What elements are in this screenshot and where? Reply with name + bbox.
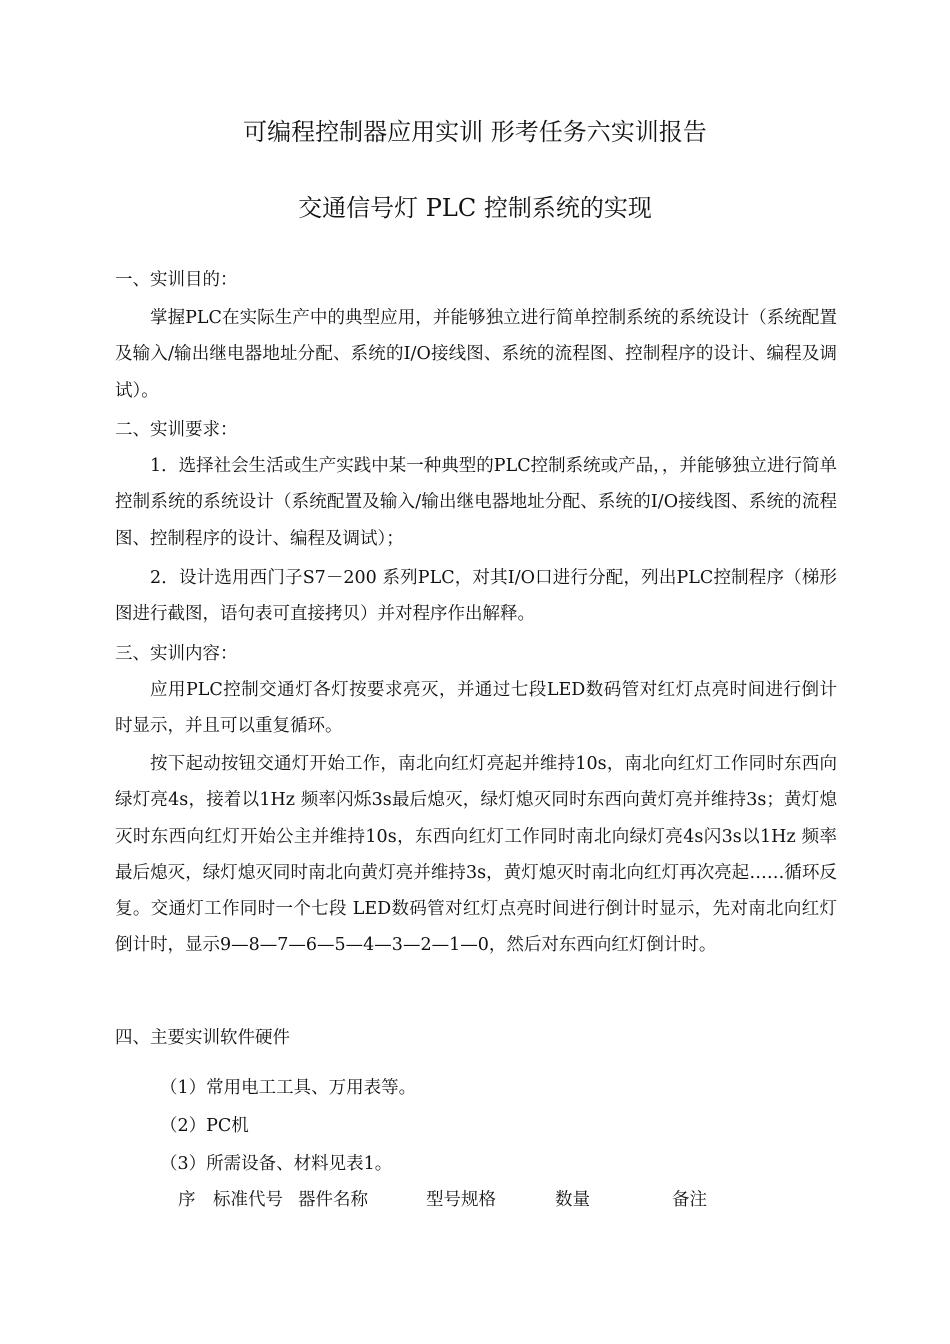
table-header-device-name: 器件名称 — [298, 1190, 368, 1210]
content-paragraph-2: 按下起动按钮交通灯开始工作，南北向红灯亮起并维持10s，南北向红灯工作同时东西向绿灯亮4s，接着以1Hz 频率闪烁3s最后熄灭，绿灯熄灭同时东西向黄灯亮并维持3s；黄灯熄灭时东西向红灯开始公主并维持10s，东西向红灯工作同时南北向绿灯亮4s闪3s以1Hz 频率最后熄灭，绿灯熄灭同时南北向黄灯亮并维持3s，黄灯熄灭时南北向红灯再次亮起……循环反复。交通灯工作同时一个七段 LED数码管对红灯点亮时间进行倒计时显示，先对南北向红灯倒计时，显示9—8—7—6—5—4—3—2—1—0，然后对东西向红灯倒计时。 — [115, 754, 837, 956]
requirement-paragraph-1: 1．选择社会生活或生产实践中某一种典型的PLC控制系统或产品，，并能够独立进行简单控制系统的系统设计（系统配置及输入/输出继电器地址分配、系统的I/O接线图、系统的流程图、控制程序的设计、编程及调试）； — [115, 456, 837, 549]
section-heading-requirements: 二、实训要求： — [115, 420, 238, 440]
table-header-quantity: 数量 — [555, 1190, 590, 1210]
requirement-paragraph-2: 2．设计选用西门子S7－200 系列PLC，对其I/O口进行分配，列出PLC控制程序（梯形图进行截图，语句表可直接拷贝）并对程序作出解释。 — [115, 568, 837, 625]
hardware-item-2: （2）PC机 — [160, 1116, 249, 1136]
document-subtitle: 交通信号灯 PLC 控制系统的实现 — [298, 194, 652, 222]
section-heading-hardware: 四、主要实训软件硬件 — [115, 1028, 290, 1048]
content-paragraph-1: 应用PLC控制交通灯各灯按要求亮灭，并通过七段LED数码管对红灯点亮时间进行倒计时显示，并且可以重复循环。 — [115, 680, 837, 737]
table-header-remarks: 备注 — [672, 1190, 707, 1210]
table-header-standard-code: 标准代号 — [213, 1190, 283, 1210]
section-heading-content: 三、实训内容： — [115, 644, 238, 664]
section-heading-purpose: 一、实训目的： — [115, 270, 238, 290]
hardware-item-3: （3）所需设备、材料见表1。 — [160, 1154, 393, 1174]
document-title: 可编程控制器应用实训 形考任务六实训报告 — [243, 118, 707, 146]
hardware-item-1: （1）常用电工工具、万用表等。 — [160, 1078, 417, 1098]
table-header-model: 型号规格 — [426, 1190, 496, 1210]
section-purpose-paragraph: 掌握PLC在实际生产中的典型应用，并能够独立进行简单控制系统的系统设计（系统配置及输入/输出继电器地址分配、系统的I/O接线图、系统的流程图、控制程序的设计、编程及调试）。 — [115, 308, 837, 401]
table-header-index: 序 — [178, 1190, 196, 1210]
